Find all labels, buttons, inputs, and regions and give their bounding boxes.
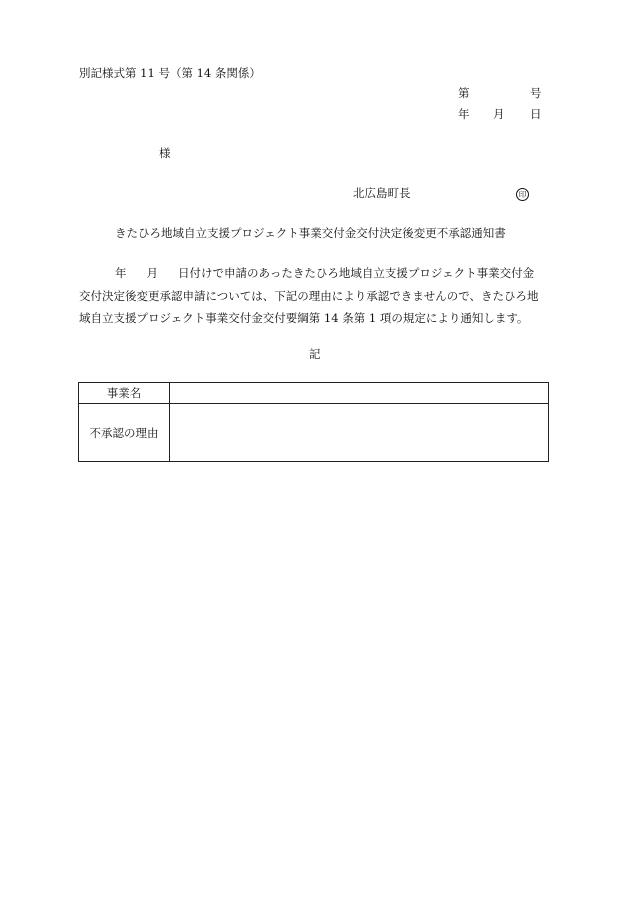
seal-mark-glyph: 印 xyxy=(516,188,529,201)
body-year: 年 xyxy=(115,266,127,280)
form-label: 別記様式第 11 号（第 14 条関係） xyxy=(79,66,261,80)
body-line-3: 域自立支援プロジェクト事業交付金交付要綱第 14 条第 1 項の規定により通知します。 xyxy=(79,311,529,325)
document-title: きたひろ地域自立支援プロジェクト事業交付金交付決定後変更不承認通知書 xyxy=(115,226,506,240)
project-name-value xyxy=(170,383,549,404)
table-row xyxy=(79,383,549,404)
date-year: 年 xyxy=(458,107,470,121)
body-line-1-rest: 日付けで申請のあったきたひろ地域自立支援プロジェクト事業交付金 xyxy=(178,266,535,280)
body-paragraph xyxy=(79,262,551,330)
date-day: 日 xyxy=(530,107,542,121)
table-row xyxy=(79,404,549,462)
rejection-reason-label: 不承認の理由 xyxy=(79,404,170,462)
body-month: 月 xyxy=(146,266,158,280)
body-line-1 xyxy=(79,262,551,285)
seal-mark xyxy=(516,186,529,201)
rejection-reason-value xyxy=(170,404,549,462)
addressee-suffix: 様 xyxy=(159,146,171,160)
body-line-2: 交付決定後変更承認申請については、下記の理由により承認できませんので、きたひろ地 xyxy=(79,288,539,303)
project-name-label: 事業名 xyxy=(79,383,170,404)
sender-name: 北広島町長 xyxy=(353,186,411,200)
ki-heading: 記 xyxy=(309,347,321,361)
doc-number-suffix: 号 xyxy=(530,86,542,100)
doc-number-prefix: 第 xyxy=(458,86,470,100)
details-table xyxy=(78,382,549,462)
date-month: 月 xyxy=(493,107,505,121)
